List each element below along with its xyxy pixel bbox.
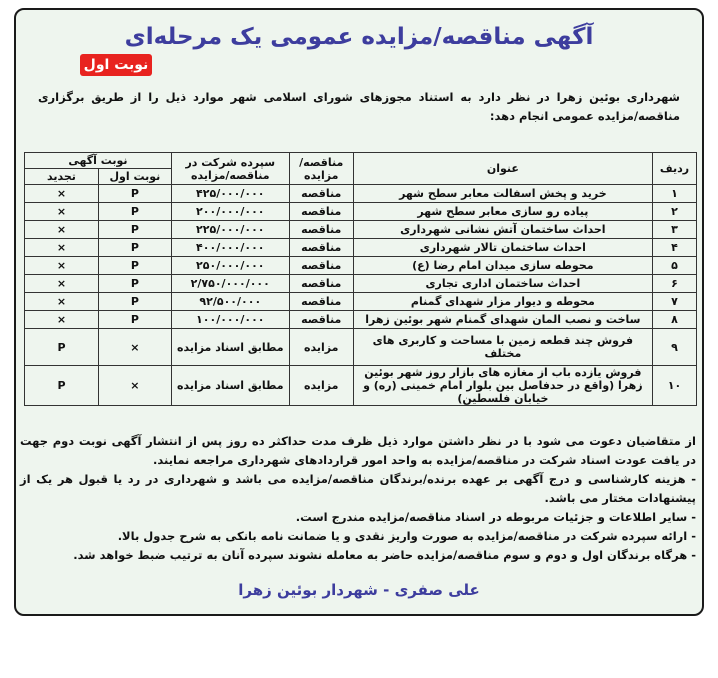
cell-first: P [98,257,171,275]
cell-deposit: ۲۵۰/۰۰۰/۰۰۰ [171,257,289,275]
cell-renewal: P [25,366,99,406]
cell-subject: محوطه و دیوار مزار شهدای گمنام [353,293,652,311]
cell-first: × [98,366,171,406]
table-row [25,311,697,329]
cell-type: مناقصه [289,203,353,221]
cell-type: مناقصه [289,185,353,203]
cell-row-no: ۶ [653,275,697,293]
note-item: - هرگاه برندگان اول و دوم و سوم مناقصه/مزایده حاضر به معامله نشوند سپرده آنان به ترتیب ضبط خواهد شد. [73,548,696,562]
cell-subject: احداث ساختمان تالار شهرداری [353,239,652,257]
cell-deposit: ۴۰۰/۰۰۰/۰۰۰ [171,239,289,257]
cell-row-no: ۴ [653,239,697,257]
table-row [25,203,697,221]
table-row [25,275,697,293]
round-badge: نوبت اول [80,54,152,76]
cell-first: P [98,311,171,329]
cell-renewal: × [25,257,99,275]
cell-type: مناقصه [289,311,353,329]
cell-deposit: ۲۰۰/۰۰۰/۰۰۰ [171,203,289,221]
cell-row-no: ۳ [653,221,697,239]
cell-type: مناقصه [289,239,353,257]
cell-renewal: × [25,293,99,311]
notes-block [20,432,696,565]
cell-deposit: مطابق اسناد مزایده [171,329,289,366]
cell-renewal: × [25,203,99,221]
header-round: نوبت آگهی [25,153,172,169]
cell-deposit: مطابق اسناد مزایده [171,366,289,406]
cell-row-no: ۲ [653,203,697,221]
cell-first: P [98,293,171,311]
cell-type: مناقصه [289,275,353,293]
note-item: از متقاضیان دعوت می شود با در نظر داشتن موارد ذیل ظرف مدت حداکثر ده روز پس از انتشار آگهی نوبت دوم جهت در یافت عودت اسناد شرکت در مناقصه/مزایده به واحد امور قراردادهای شهرداری مراجعه نمایند. [20,434,696,467]
note-item: - ارائه سپرده شرکت در مناقصه/مزایده به صورت واریز نقدی و یا ضمانت نامه بانکی به شرح جدول بالا. [117,529,696,543]
table-row [25,221,697,239]
cell-deposit: ۴۲۵/۰۰۰/۰۰۰ [171,185,289,203]
table-row [25,293,697,311]
cell-subject: ساخت و نصب المان شهدای گمنام شهر بوئین زهرا [353,311,652,329]
cell-subject: احداث ساختمان اداری تجاری [353,275,652,293]
cell-renewal: × [25,275,99,293]
header-subject: عنوان [353,153,652,185]
cell-type: مزایده [289,329,353,366]
cell-subject: محوطه سازی میدان امام رضا (ع) [353,257,652,275]
cell-deposit: ۲۲۵/۰۰۰/۰۰۰ [171,221,289,239]
cell-subject: خرید و پخش اسفالت معابر سطح شهر [353,185,652,203]
cell-renewal: × [25,185,99,203]
cell-row-no: ۵ [653,257,697,275]
cell-deposit: ۱۰۰/۰۰۰/۰۰۰ [171,311,289,329]
cell-type: مناقصه [289,221,353,239]
table-row [25,185,697,203]
cell-row-no: ۷ [653,293,697,311]
note-item: - هزینه کارشناسی و درج آگهی بر عهده برنده/برندگان مناقصه/مزایده می باشد و شهرداری در رد یا قبول هر یک از پیشنهادات مختار می باشد. [20,472,696,505]
cell-first: P [98,221,171,239]
cell-first: P [98,203,171,221]
cell-row-no: ۹ [653,329,697,366]
table-row [25,239,697,257]
cell-type: مناقصه [289,257,353,275]
cell-row-no: ۸ [653,311,697,329]
signature: علی صفری - شهردار بوئین زهرا [238,581,480,599]
cell-renewal: P [25,329,99,366]
cell-renewal: × [25,239,99,257]
table-row [25,366,697,406]
header-deposit: سپرده شرکت در مناقصه/مزایده [171,153,289,185]
cell-row-no: ۱ [653,185,697,203]
ad-title: آگهی مناقصه/مزایده عمومی یک مرحله‌ای [124,24,594,50]
cell-renewal: × [25,311,99,329]
cell-first: P [98,239,171,257]
cell-deposit: ۹۲/۵۰۰/۰۰۰ [171,293,289,311]
cell-type: مناقصه [289,293,353,311]
cell-renewal: × [25,221,99,239]
cell-first: × [98,329,171,366]
cell-type: مزایده [289,366,353,406]
cell-row-no: ۱۰ [653,366,697,406]
items-table [24,152,697,406]
header-type: مناقصه/ مزایده [289,153,353,185]
table-row [25,257,697,275]
header-renewal: تجدید [25,169,99,185]
cell-deposit: ۲/۷۵۰/۰۰۰/۰۰۰ [171,275,289,293]
header-first: نوبت اول [98,169,171,185]
header-row-no: ردیف [653,153,697,185]
cell-subject: احداث ساختمان آتش نشانی شهرداری [353,221,652,239]
table-row [25,329,697,366]
cell-subject: فروش چند قطعه زمین با مساحت و کاربری های مختلف [353,329,652,366]
intro-text: شهرداری بوئین زهرا در نظر دارد به استناد مجوزهای شورای اسلامی شهر موارد ذیل را از طریق برگزاری مناقصه/مزایده عمومی انجام دهد: [38,90,680,123]
cell-first: P [98,275,171,293]
cell-first: P [98,185,171,203]
cell-subject: پیاده رو سازی معابر سطح شهر [353,203,652,221]
cell-subject: فروش یازده باب از مغازه های بازار روز شهر بوئین زهرا (واقع در حدفاصل بین بلوار امام خمینی (ره) و خیابان فلسطین) [353,366,652,406]
note-item: - سایر اطلاعات و جزئیات مربوطه در اسناد مناقصه/مزایده مندرج است. [295,510,696,524]
